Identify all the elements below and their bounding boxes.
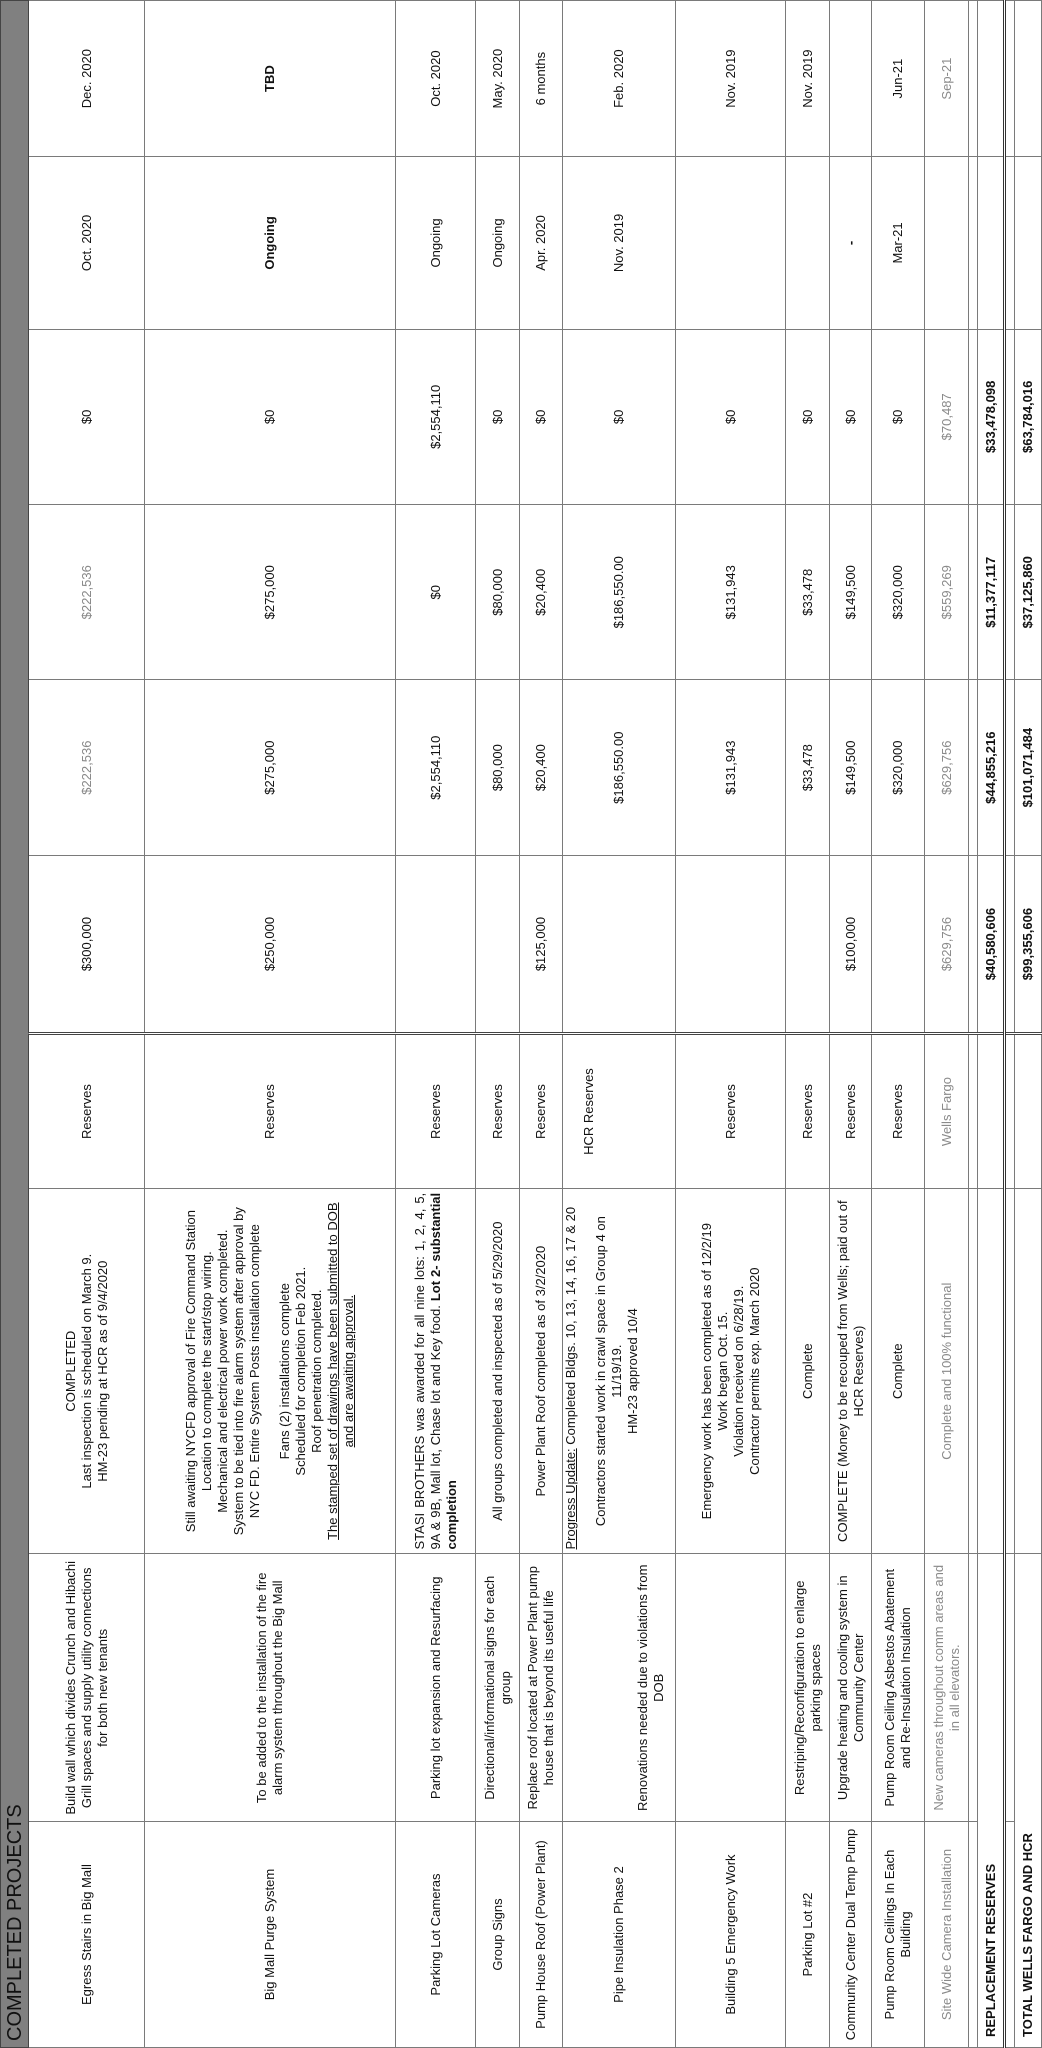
end-date: TBD: [145, 1, 396, 157]
status-line: Contractor permits exp. March 2020: [746, 1267, 762, 1475]
table-row: [396, 1, 476, 2048]
end-date: May. 2020: [476, 1, 520, 157]
contract-amount: $33,478: [786, 680, 830, 855]
status-line: The stamped set of drawings have been submitted to DOB and are awaiting approval.: [325, 1202, 356, 1540]
funding-source: Reserves: [676, 1034, 786, 1189]
contract-amount: $149,500: [830, 680, 872, 855]
start-date: [786, 157, 830, 329]
start-date: Nov. 2019: [563, 157, 676, 329]
end-date: 6 months: [520, 1, 563, 157]
paid-amount: $33,478: [786, 505, 830, 680]
table-row: [830, 1, 872, 2048]
paid-amount: $0: [396, 505, 476, 680]
project-name: Group Signs: [476, 1822, 520, 2048]
end-date: Nov. 2019: [786, 1, 830, 157]
project-name: Pump Room Ceilings In Each Building: [872, 1822, 925, 2048]
status-text: STASI BROTHERS was awarded for all nine lots: 1, 2, 4, 5, 9A & 9B, Mall lot, Chase lot and Key food.: [411, 1192, 443, 1550]
status-line: Emergency work has been completed as of 12/2/19: [698, 1223, 714, 1520]
subtotal-contract: $44,855,216: [978, 680, 1005, 855]
funding-source: Reserves: [476, 1034, 520, 1189]
budget-amount: [476, 855, 520, 1033]
funding-source: Reserves: [520, 1034, 563, 1189]
paid-amount: $559,269: [925, 505, 969, 680]
project-name: Community Center Dual Temp Pump: [830, 1822, 872, 2048]
status-line: Scheduled for completion Feb 2021.: [293, 1266, 308, 1476]
project-name: Parking Lot #2: [786, 1822, 830, 2048]
status-line: Work began Oct. 15.: [714, 1311, 730, 1431]
status-line: Roof penetration completed.: [309, 1289, 324, 1453]
project-description: Directional/informational signs for each group: [476, 1554, 520, 1822]
funding-source: Reserves: [872, 1034, 925, 1189]
project-name: Pump House Roof (Power Plant): [520, 1822, 563, 2048]
status-line: Fans (2) installations complete: [277, 1283, 292, 1460]
table-row: [786, 1, 830, 2048]
status-text: Completed Bldgs. 10, 13, 14, 16, 17 & 20: [563, 1206, 578, 1449]
project-status: Power Plant Roof completed as of 3/2/2020: [520, 1188, 563, 1554]
project-status: [396, 1188, 476, 1554]
budget-amount: [786, 855, 830, 1033]
contract-amount: $222,536: [29, 680, 145, 855]
balance-amount: $0: [563, 329, 676, 504]
project-name: Parking Lot Cameras: [396, 1822, 476, 2048]
project-description: Build wall which divides Crunch and Hibachi Grill spaces and supply utility connections for both new tenants: [29, 1554, 145, 1822]
start-date: Oct. 2020: [29, 157, 145, 329]
budget-amount: [396, 855, 476, 1033]
end-date: Oct. 2020: [396, 1, 476, 157]
paid-amount: $131,943: [676, 505, 786, 680]
paid-amount: $275,000: [145, 505, 396, 680]
subtotal-balance: $33,478,098: [978, 329, 1005, 504]
total-balance: $63,784,016: [1015, 329, 1042, 504]
budget-amount: [872, 855, 925, 1033]
budget-amount: $250,000: [145, 855, 396, 1033]
status-line: Violation received on 6/28/19.: [730, 1285, 746, 1457]
project-name: Big Mall Purge System: [145, 1822, 396, 2048]
project-status: [145, 1188, 396, 1554]
total-budget: $99,355,606: [1015, 855, 1042, 1033]
blank-row: [969, 1, 978, 2048]
start-date: Ongoing: [396, 157, 476, 329]
paid-amount: $80,000: [476, 505, 520, 680]
balance-amount: $0: [830, 329, 872, 504]
project-description: Parking lot expansion and Resurfacing: [396, 1554, 476, 1822]
project-description: To be added to the installation of the fire alarm system throughout the Big Mall: [145, 1554, 396, 1822]
status-line: HM-23 pending at HCR as of 9/4/2020: [94, 1260, 110, 1482]
project-description: Renovations needed due to violations from DOB: [563, 1554, 676, 1822]
start-date: Apr. 2020: [520, 157, 563, 329]
project-status: [563, 1188, 676, 1554]
end-date: Feb. 2020: [563, 1, 676, 157]
status-emphasis: Lot 2- substantial completion: [427, 1192, 459, 1550]
project-name: Egress Stairs in Big Mall: [29, 1822, 145, 2048]
section-title: COMPLETED PROJECTS: [1, 1, 29, 2048]
status-line: Contractors started work in crawl space in Group 4 on 11/19/19.: [593, 1216, 624, 1527]
project-status: COMPLETE (Money to be recouped from Wells; paid out of HCR Reserves): [830, 1188, 872, 1554]
grand-total-row: [1015, 1, 1042, 2048]
end-date: Dec. 2020: [29, 1, 145, 157]
contract-amount: $20,400: [520, 680, 563, 855]
replacement-reserves-row: [978, 1, 1005, 2048]
start-date: [676, 157, 786, 329]
status-line: Mechanical and electrical power work completed.: [215, 1229, 230, 1513]
balance-amount: $0: [520, 329, 563, 504]
balance-amount: $0: [145, 329, 396, 504]
balance-amount: $0: [872, 329, 925, 504]
project-description: [676, 1554, 786, 1822]
balance-amount: $0: [476, 329, 520, 504]
subtotal-budget: $40,580,606: [978, 855, 1005, 1033]
total-contract: $101,071,484: [1015, 680, 1042, 855]
project-description: Upgrade heating and cooling system in Community Center: [830, 1554, 872, 1822]
budget-amount: $100,000: [830, 855, 872, 1033]
contract-amount: $629,756: [925, 680, 969, 855]
balance-amount: $2,554,110: [396, 329, 476, 504]
paid-amount: $222,536: [29, 505, 145, 680]
project-name: Pipe Insulation Phase 2: [563, 1822, 676, 2048]
table-row: [676, 1, 786, 2048]
funding-source: Reserves: [29, 1034, 145, 1189]
table-row: [925, 1, 969, 2048]
contract-amount: $320,000: [872, 680, 925, 855]
table-row: [563, 1, 676, 2048]
balance-amount: $0: [29, 329, 145, 504]
contract-amount: $131,943: [676, 680, 786, 855]
budget-amount: $125,000: [520, 855, 563, 1033]
end-date: Jun-21: [872, 1, 925, 157]
status-line: HM-23 approved 10/4: [625, 1308, 640, 1435]
start-date: Ongoing: [476, 157, 520, 329]
project-description: New cameras throughout comm areas and in all elevators.: [925, 1554, 969, 1822]
funding-source: HCR Reserves: [563, 1034, 676, 1189]
contract-amount: $186,550.00: [563, 680, 676, 855]
balance-amount: $70,487: [925, 329, 969, 504]
paid-amount: $320,000: [872, 505, 925, 680]
project-status: [29, 1188, 145, 1554]
paid-amount: $20,400: [520, 505, 563, 680]
start-date: Mar-21: [872, 157, 925, 329]
start-date: -: [830, 157, 872, 329]
table-row: [476, 1, 520, 2048]
status-label: Progress Update:: [563, 1448, 578, 1550]
total-label: TOTAL WELLS FARGO AND HCR: [1015, 1554, 1042, 2048]
contract-amount: $80,000: [476, 680, 520, 855]
table-row: [145, 1, 396, 2048]
contract-amount: $275,000: [145, 680, 396, 855]
start-date: Ongoing: [145, 157, 396, 329]
paid-amount: $186,550.00: [563, 505, 676, 680]
funding-source: Reserves: [145, 1034, 396, 1189]
budget-amount: $300,000: [29, 855, 145, 1033]
project-description: Pump Room Ceiling Asbestos Abatement and Re-Insulation Insulation: [872, 1554, 925, 1822]
contract-amount: $2,554,110: [396, 680, 476, 855]
funding-source: Reserves: [786, 1034, 830, 1189]
project-description: Replace roof located at Power Plant pump house that is beyond its useful life: [520, 1554, 563, 1822]
table-row: [29, 1, 145, 2048]
project-name: Site Wide Camera Installation: [925, 1822, 969, 2048]
balance-amount: $0: [676, 329, 786, 504]
status-line: COMPLETED: [62, 1330, 78, 1412]
funding-source: Wells Fargo: [925, 1034, 969, 1189]
paid-amount: $149,500: [830, 505, 872, 680]
subtotal-label: REPLACEMENT RESERVES: [978, 1554, 1005, 2048]
project-status: [676, 1188, 786, 1554]
budget-amount: [676, 855, 786, 1033]
start-date: [925, 157, 969, 329]
status-line: Last inspection is scheduled on March 9.: [78, 1253, 94, 1489]
blank-row: [1005, 1, 1015, 2048]
subtotal-paid: $11,377,117: [978, 505, 1005, 680]
end-date: Sep-21: [925, 1, 969, 157]
project-status: Complete: [786, 1188, 830, 1554]
budget-amount: [563, 855, 676, 1033]
status-line: Still awaiting NYCFD approval of Fire Command Station Location to complete the start/stop wiring.: [183, 1210, 214, 1533]
funding-source: Reserves: [396, 1034, 476, 1189]
project-status: All groups completed and inspected as of 5/29/2020: [476, 1188, 520, 1554]
end-date: Nov. 2019: [676, 1, 786, 157]
table-row: [520, 1, 563, 2048]
status-line: System to be tied into fire alarm system after approval by NYC FD. Entire System Posts installation complete: [231, 1207, 262, 1536]
section-header-row: [1, 1, 29, 2048]
project-status: Complete and 100% functional: [925, 1188, 969, 1554]
project-status: Complete: [872, 1188, 925, 1554]
table-row: [872, 1, 925, 2048]
project-description: Restriping/Reconfiguration to enlarge parking spaces: [786, 1554, 830, 1822]
total-paid: $37,125,860: [1015, 505, 1042, 680]
balance-amount: $0: [786, 329, 830, 504]
budget-amount: $629,756: [925, 855, 969, 1033]
project-name: Building 5 Emergency Work: [676, 1822, 786, 2048]
funding-source: Reserves: [830, 1034, 872, 1189]
end-date: [830, 1, 872, 157]
